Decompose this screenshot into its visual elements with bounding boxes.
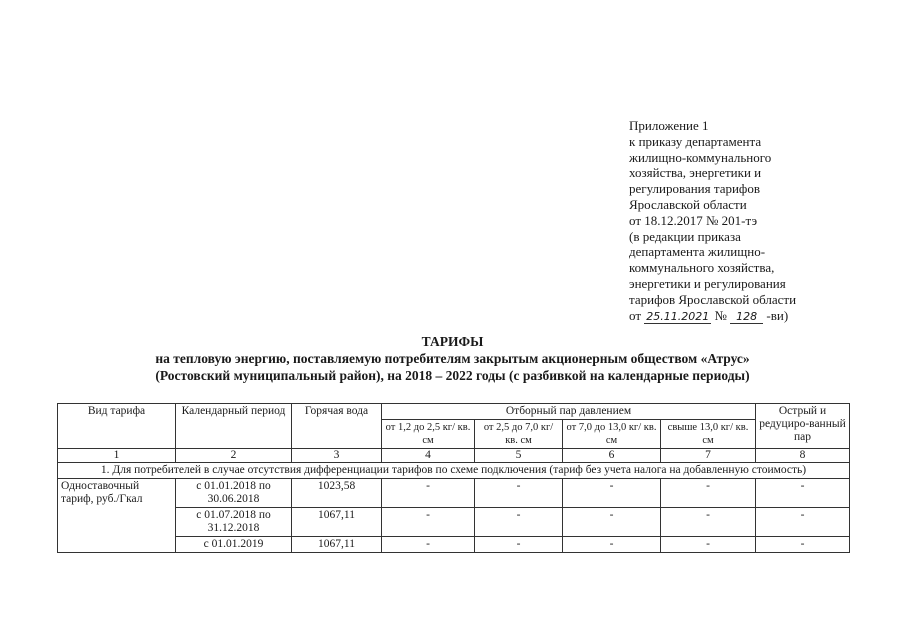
appendix-line: к приказу департамента — [629, 133, 762, 149]
appendix-line: (в редакции приказа — [629, 228, 741, 244]
appendix-block — [629, 118, 869, 324]
handwritten-date: 25.11.2021 — [646, 309, 710, 323]
doc-title: ТАРИФЫ — [421, 334, 484, 349]
doc-subtitle-line: (Ростовский муниципальный район), на 2018 – 2022 годы (с разбивкой на календарные периоды) — [155, 368, 750, 383]
appendix-line: жилищно-коммунального — [629, 149, 772, 165]
section-1-title: 1. Для потребителей в случае отсутствия дифференциации тарифов по схеме подключения (тариф без учета налога на добавленную стоимость) — [58, 463, 850, 479]
header-tariff-type: Вид тарифа — [58, 404, 176, 449]
col-number: 8 — [756, 449, 850, 463]
value-cell: - — [475, 479, 563, 508]
header-hot-water: Горячая вода — [292, 404, 382, 449]
appendix-line: коммунального хозяйства, — [629, 260, 775, 276]
appendix-suffix: -ви) — [766, 307, 789, 323]
value-cell: - — [563, 508, 661, 537]
value-cell: - — [756, 508, 850, 537]
header-pressure-3: от 7,0 до 13,0 кг/ кв. см — [563, 420, 661, 449]
appendix-line: тарифов Ярославской области — [629, 291, 797, 307]
appendix-line: энергетики и регулирования — [629, 275, 786, 291]
header-calendar-period: Календарный период — [176, 404, 292, 449]
value-cell: - — [563, 537, 661, 553]
value-cell: - — [756, 537, 850, 553]
value-cell: - — [661, 479, 756, 508]
value-cell: - — [382, 479, 475, 508]
tariff-name: Одноставочный тариф, руб./Гкал — [58, 479, 176, 553]
value-cell: - — [382, 508, 475, 537]
hot-water-cell: 1023,58 — [292, 479, 382, 508]
appendix-line: хозяйства, энергетики и — [629, 165, 762, 181]
section-row — [58, 463, 850, 479]
value-cell: - — [475, 508, 563, 537]
col-number: 6 — [563, 449, 661, 463]
appendix-line: регулирования тарифов — [629, 181, 760, 197]
appendix-line: департамента жилищно- — [629, 244, 766, 260]
table-row — [58, 508, 850, 537]
column-number-row — [58, 449, 850, 463]
hot-water-cell: 1067,11 — [292, 537, 382, 553]
header-row — [58, 404, 850, 420]
header-sharp-steam: Острый и редуциро-ванный пар — [756, 404, 850, 449]
value-cell: - — [563, 479, 661, 508]
appendix-line: Ярославской области — [629, 196, 747, 212]
table-row — [58, 479, 850, 508]
period-cell: с 01.07.2018 по 31.12.2018 — [176, 508, 292, 537]
doc-subtitle-line: на тепловую энергию, поставляемую потребителям закрытым акционерным обществом «Атрус» — [155, 351, 750, 366]
value-cell: - — [756, 479, 850, 508]
appendix-line: Приложение 1 — [629, 118, 709, 133]
value-cell: - — [382, 537, 475, 553]
appendix-last-line — [629, 308, 869, 325]
value-cell: - — [475, 537, 563, 553]
col-number: 7 — [661, 449, 756, 463]
period-cell: с 01.01.2019 — [176, 537, 292, 553]
header-pressure-2: от 2,5 до 7,0 кг/ кв. см — [475, 420, 563, 449]
period-cell: с 01.01.2018 по 30.06.2018 — [176, 479, 292, 508]
col-number: 4 — [382, 449, 475, 463]
col-number: 1 — [58, 449, 176, 463]
appendix-prefix: от — [629, 307, 642, 323]
appendix-line: от 18.12.2017 № 201-тэ — [629, 212, 758, 228]
number-sign: № — [714, 307, 727, 323]
tariffs-table — [57, 403, 850, 553]
table-row — [58, 537, 850, 553]
handwritten-number: 128 — [730, 310, 763, 324]
col-number: 5 — [475, 449, 563, 463]
col-number: 2 — [176, 449, 292, 463]
header-steam-group: Отборный пар давлением — [382, 404, 756, 420]
header-pressure-4: свыше 13,0 кг/ кв. см — [661, 420, 756, 449]
header-pressure-1: от 1,2 до 2,5 кг/ кв. см — [382, 420, 475, 449]
value-cell: - — [661, 508, 756, 537]
col-number: 3 — [292, 449, 382, 463]
hot-water-cell: 1067,11 — [292, 508, 382, 537]
value-cell: - — [661, 537, 756, 553]
